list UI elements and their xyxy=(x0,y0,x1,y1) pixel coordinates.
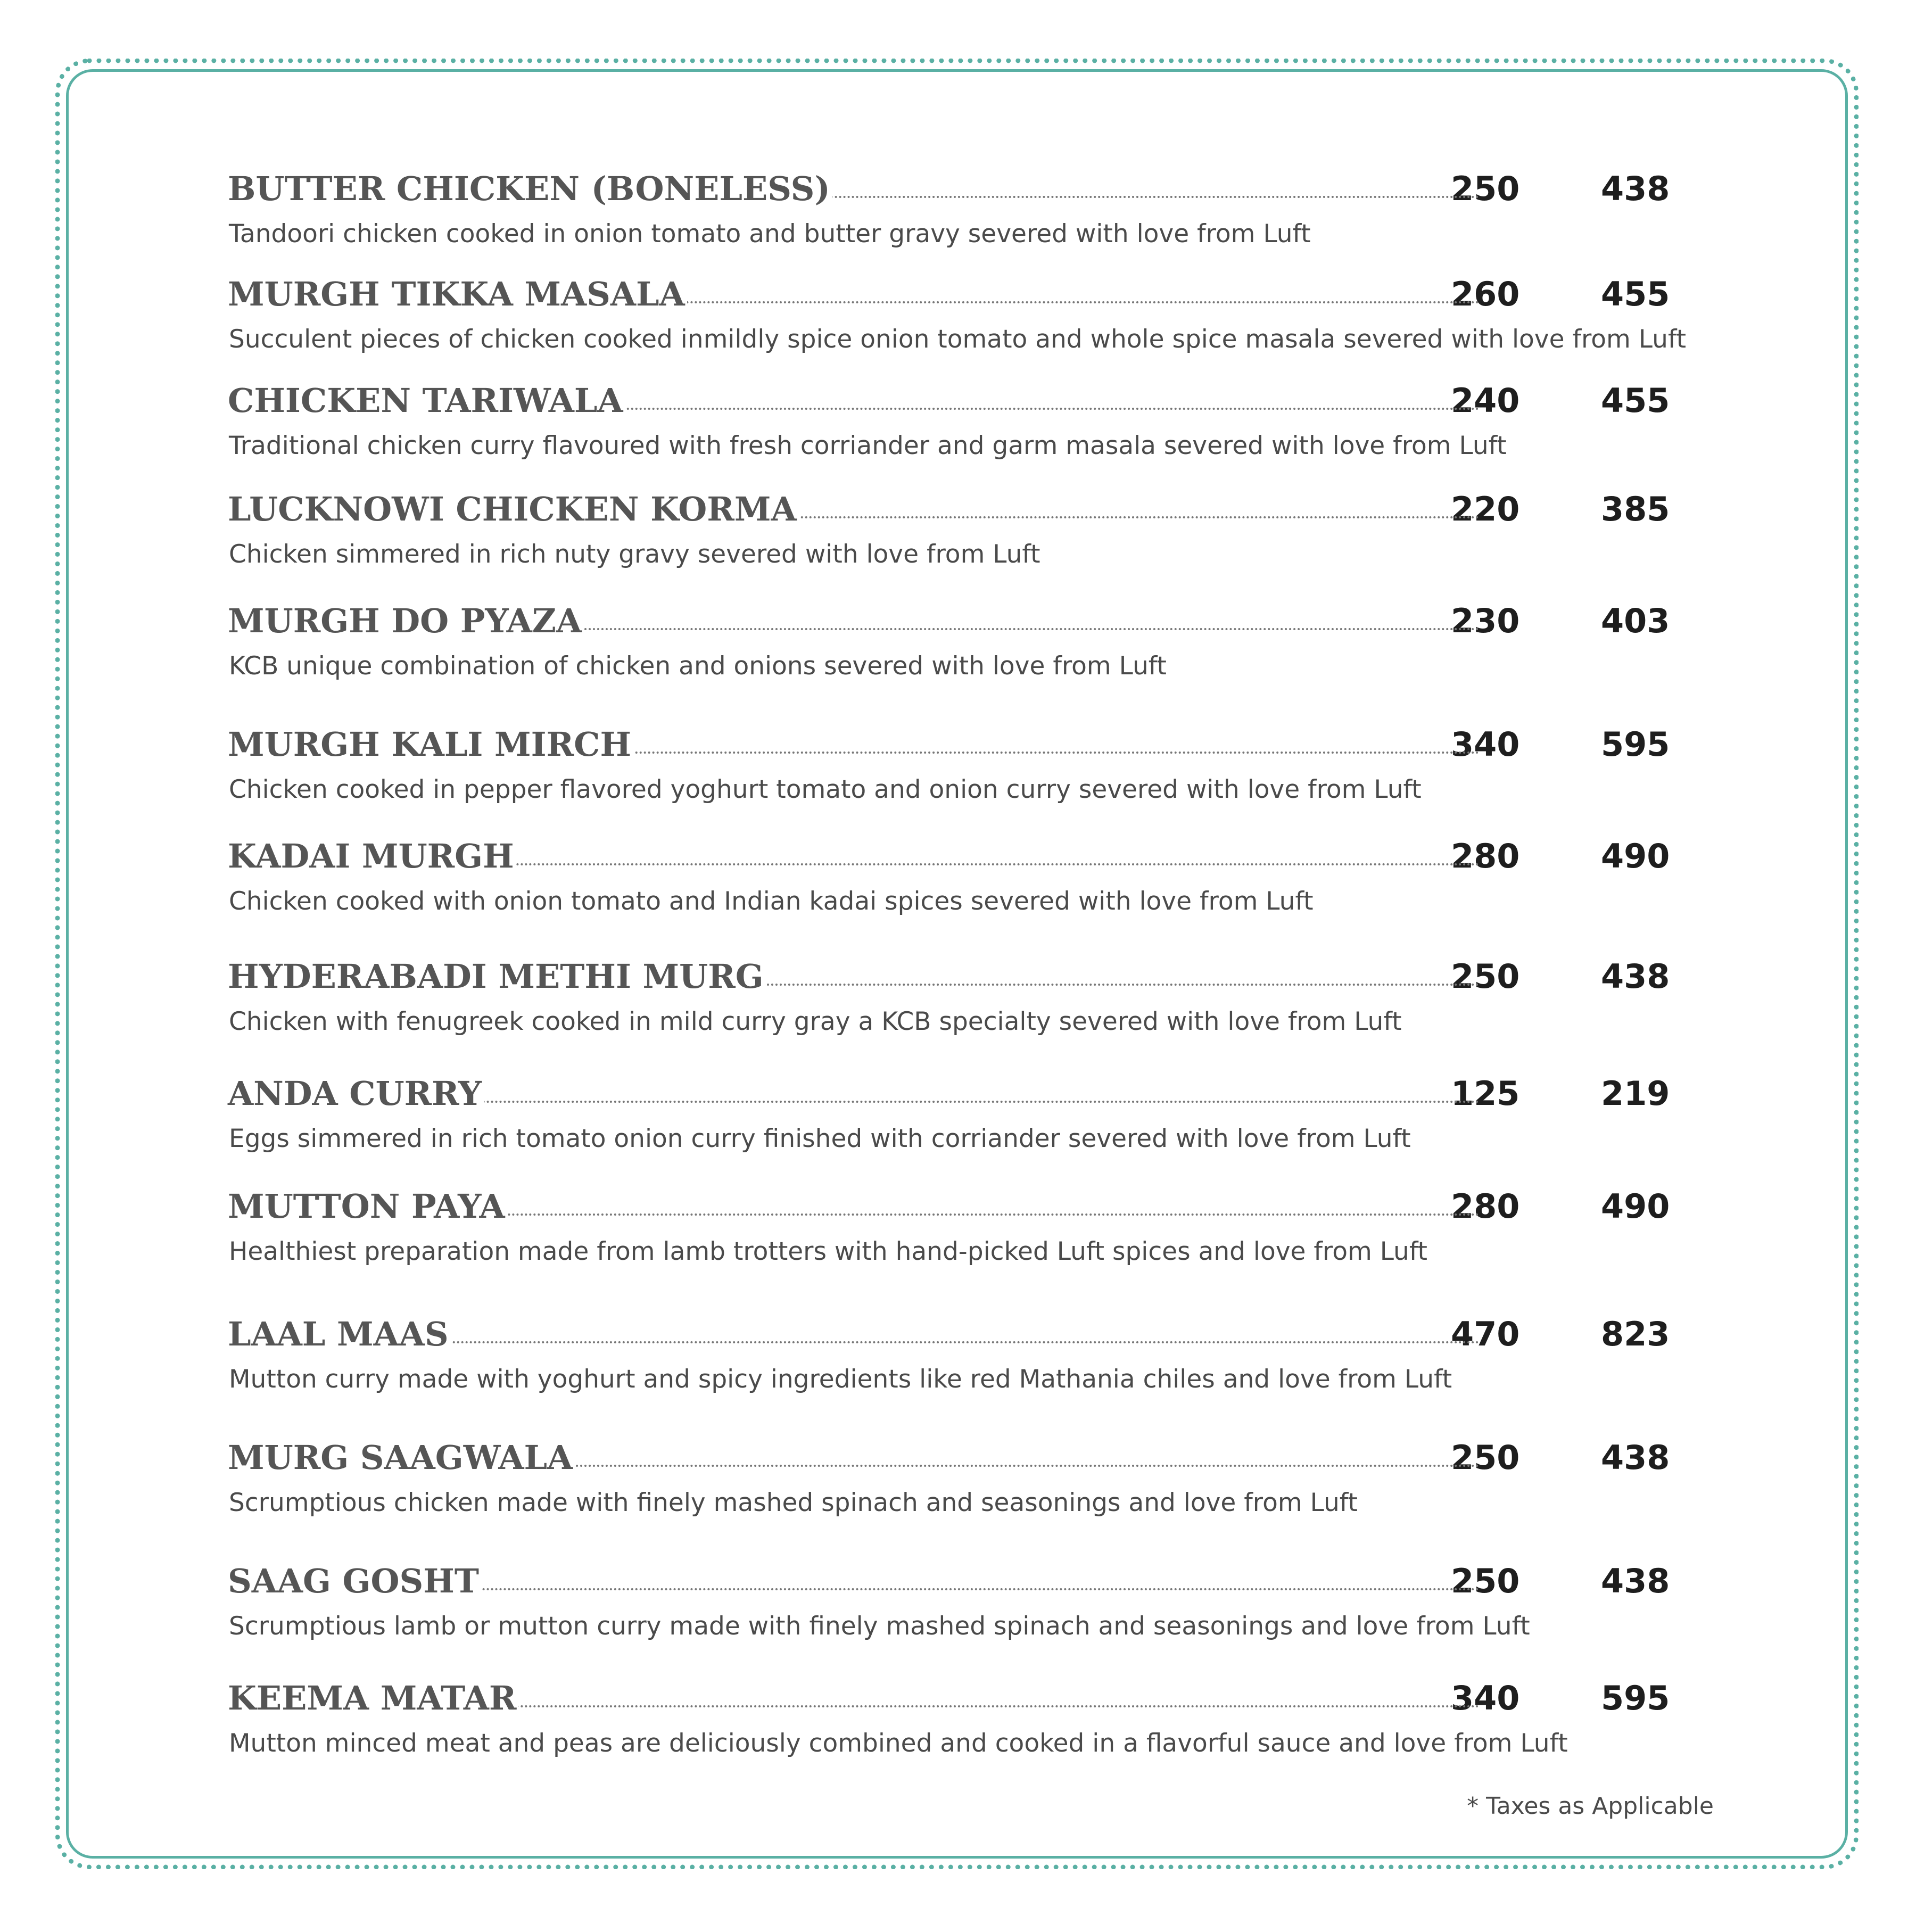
price-half: 250 xyxy=(1451,957,1520,996)
price-full: 438 xyxy=(1601,957,1670,996)
price-half: 250 xyxy=(1451,1438,1520,1477)
price-half: 220 xyxy=(1451,490,1520,529)
menu-item xyxy=(228,597,1713,704)
price-half: 340 xyxy=(1451,1679,1520,1718)
dish-description: Traditional chicken curry flavoured with fresh corriander and garm masala severed with love from Luft xyxy=(229,431,1507,460)
price-half: 125 xyxy=(1451,1074,1520,1113)
menu-item-row xyxy=(228,832,1713,880)
menu-item-row xyxy=(228,721,1713,769)
price-full: 438 xyxy=(1601,1562,1670,1600)
price-full: 438 xyxy=(1601,1438,1670,1477)
dish-description: KCB unique combination of chicken and onions severed with love from Luft xyxy=(229,651,1167,681)
price-half: 240 xyxy=(1451,381,1520,420)
menu-item-row xyxy=(228,165,1713,213)
price-half: 230 xyxy=(1451,601,1520,640)
dish-description: Scrumptious lamb or mutton curry made with finely mashed spinach and seasonings and love from Luft xyxy=(229,1612,1530,1641)
menu-item xyxy=(228,1070,1713,1176)
price-half: 280 xyxy=(1451,1187,1520,1226)
price-full: 595 xyxy=(1601,1679,1670,1718)
price-full: 455 xyxy=(1601,381,1670,420)
menu-item xyxy=(228,1674,1713,1781)
dish-description: Scrumptious chicken made with finely mashed spinach and seasonings and love from Luft xyxy=(229,1488,1358,1517)
menu-item-row xyxy=(228,1183,1713,1231)
price-full: 595 xyxy=(1601,725,1670,764)
dish-description: Mutton curry made with yoghurt and spicy ingredients like red Mathania chiles and love from Luft xyxy=(229,1365,1452,1394)
price-full: 490 xyxy=(1601,837,1670,876)
price-full: 438 xyxy=(1601,169,1670,208)
menu-item xyxy=(228,1183,1713,1289)
dish-description: Chicken cooked with onion tomato and Indian kadai spices severed with love from Luft xyxy=(229,887,1314,916)
price-full: 823 xyxy=(1601,1315,1670,1353)
dish-name: MURG SAAGWALA xyxy=(228,1434,575,1482)
menu-item-row xyxy=(228,597,1713,645)
menu-item xyxy=(228,832,1713,939)
price-half: 250 xyxy=(1451,1562,1520,1600)
price-full: 403 xyxy=(1601,601,1670,640)
dish-description: Chicken cooked in pepper flavored yoghurt tomato and onion curry severed with love from Luft xyxy=(229,775,1422,804)
dish-description: Eggs simmered in rich tomato onion curry finished with corriander severed with love from Luft xyxy=(229,1124,1411,1153)
price-full: 490 xyxy=(1601,1187,1670,1226)
menu-item-row xyxy=(228,1310,1713,1358)
price-half: 340 xyxy=(1451,725,1520,764)
menu-item xyxy=(228,1557,1713,1664)
dish-description: Mutton minced meat and peas are deliciously combined and cooked in a flavorful sauce and love from Luft xyxy=(229,1729,1568,1758)
menu-item-row xyxy=(228,953,1713,1001)
dish-name: CHICKEN TARIWALA xyxy=(228,377,625,425)
dish-name: LUCKNOWI CHICKEN KORMA xyxy=(228,485,799,533)
dish-name: MURGH KALI MIRCH xyxy=(228,721,633,769)
taxes-footnote: * Taxes as Applicable xyxy=(1467,1793,1714,1820)
dish-description: Chicken simmered in rich nuty gravy severed with love from Luft xyxy=(229,540,1040,569)
dish-description: Tandoori chicken cooked in onion tomato and butter gravy severed with love from Luft xyxy=(229,219,1311,249)
menu-item-row xyxy=(228,270,1713,318)
price-half: 260 xyxy=(1451,275,1520,313)
menu-item-row xyxy=(228,1434,1713,1482)
menu-item-row xyxy=(228,1557,1713,1605)
menu-item xyxy=(228,377,1713,483)
dish-description: Healthiest preparation made from lamb trotters with hand-picked Luft spices and love from Luft xyxy=(229,1237,1427,1266)
price-half: 470 xyxy=(1451,1315,1520,1353)
dish-description: Succulent pieces of chicken cooked inmildly spice onion tomato and whole spice masala severed with love from Luft xyxy=(229,325,1687,354)
dish-name: KEEMA MATAR xyxy=(228,1674,518,1722)
menu-item xyxy=(228,1310,1713,1417)
menu-item xyxy=(228,1434,1713,1540)
dish-name: MUTTON PAYA xyxy=(228,1183,507,1231)
price-half: 250 xyxy=(1451,169,1520,208)
price-full: 219 xyxy=(1601,1074,1670,1113)
dish-name: HYDERABADI METHI MURG xyxy=(228,953,766,1001)
price-half: 280 xyxy=(1451,837,1520,876)
menu-item-row xyxy=(228,485,1713,533)
menu-item xyxy=(228,165,1713,271)
menu-item-row xyxy=(228,1674,1713,1722)
menu-item xyxy=(228,721,1713,827)
menu-item xyxy=(228,485,1713,592)
dish-name: KADAI MURGH xyxy=(228,832,516,880)
price-full: 385 xyxy=(1601,490,1670,529)
dish-name: MURGH DO PYAZA xyxy=(228,597,584,645)
dish-name: LAAL MAAS xyxy=(228,1310,451,1358)
menu-item-row xyxy=(228,1070,1713,1118)
dish-name: SAAG GOSHT xyxy=(228,1557,481,1605)
dish-name: BUTTER CHICKEN (BONELESS) xyxy=(228,165,832,213)
menu-item xyxy=(228,953,1713,1059)
dish-description: Chicken with fenugreek cooked in mild curry gray a KCB specialty severed with love from Luft xyxy=(229,1007,1402,1036)
price-full: 455 xyxy=(1601,275,1670,313)
menu-item xyxy=(228,270,1713,377)
menu-item-row xyxy=(228,377,1713,425)
dish-name: ANDA CURRY xyxy=(228,1070,484,1118)
dish-name: MURGH TIKKA MASALA xyxy=(228,270,687,318)
